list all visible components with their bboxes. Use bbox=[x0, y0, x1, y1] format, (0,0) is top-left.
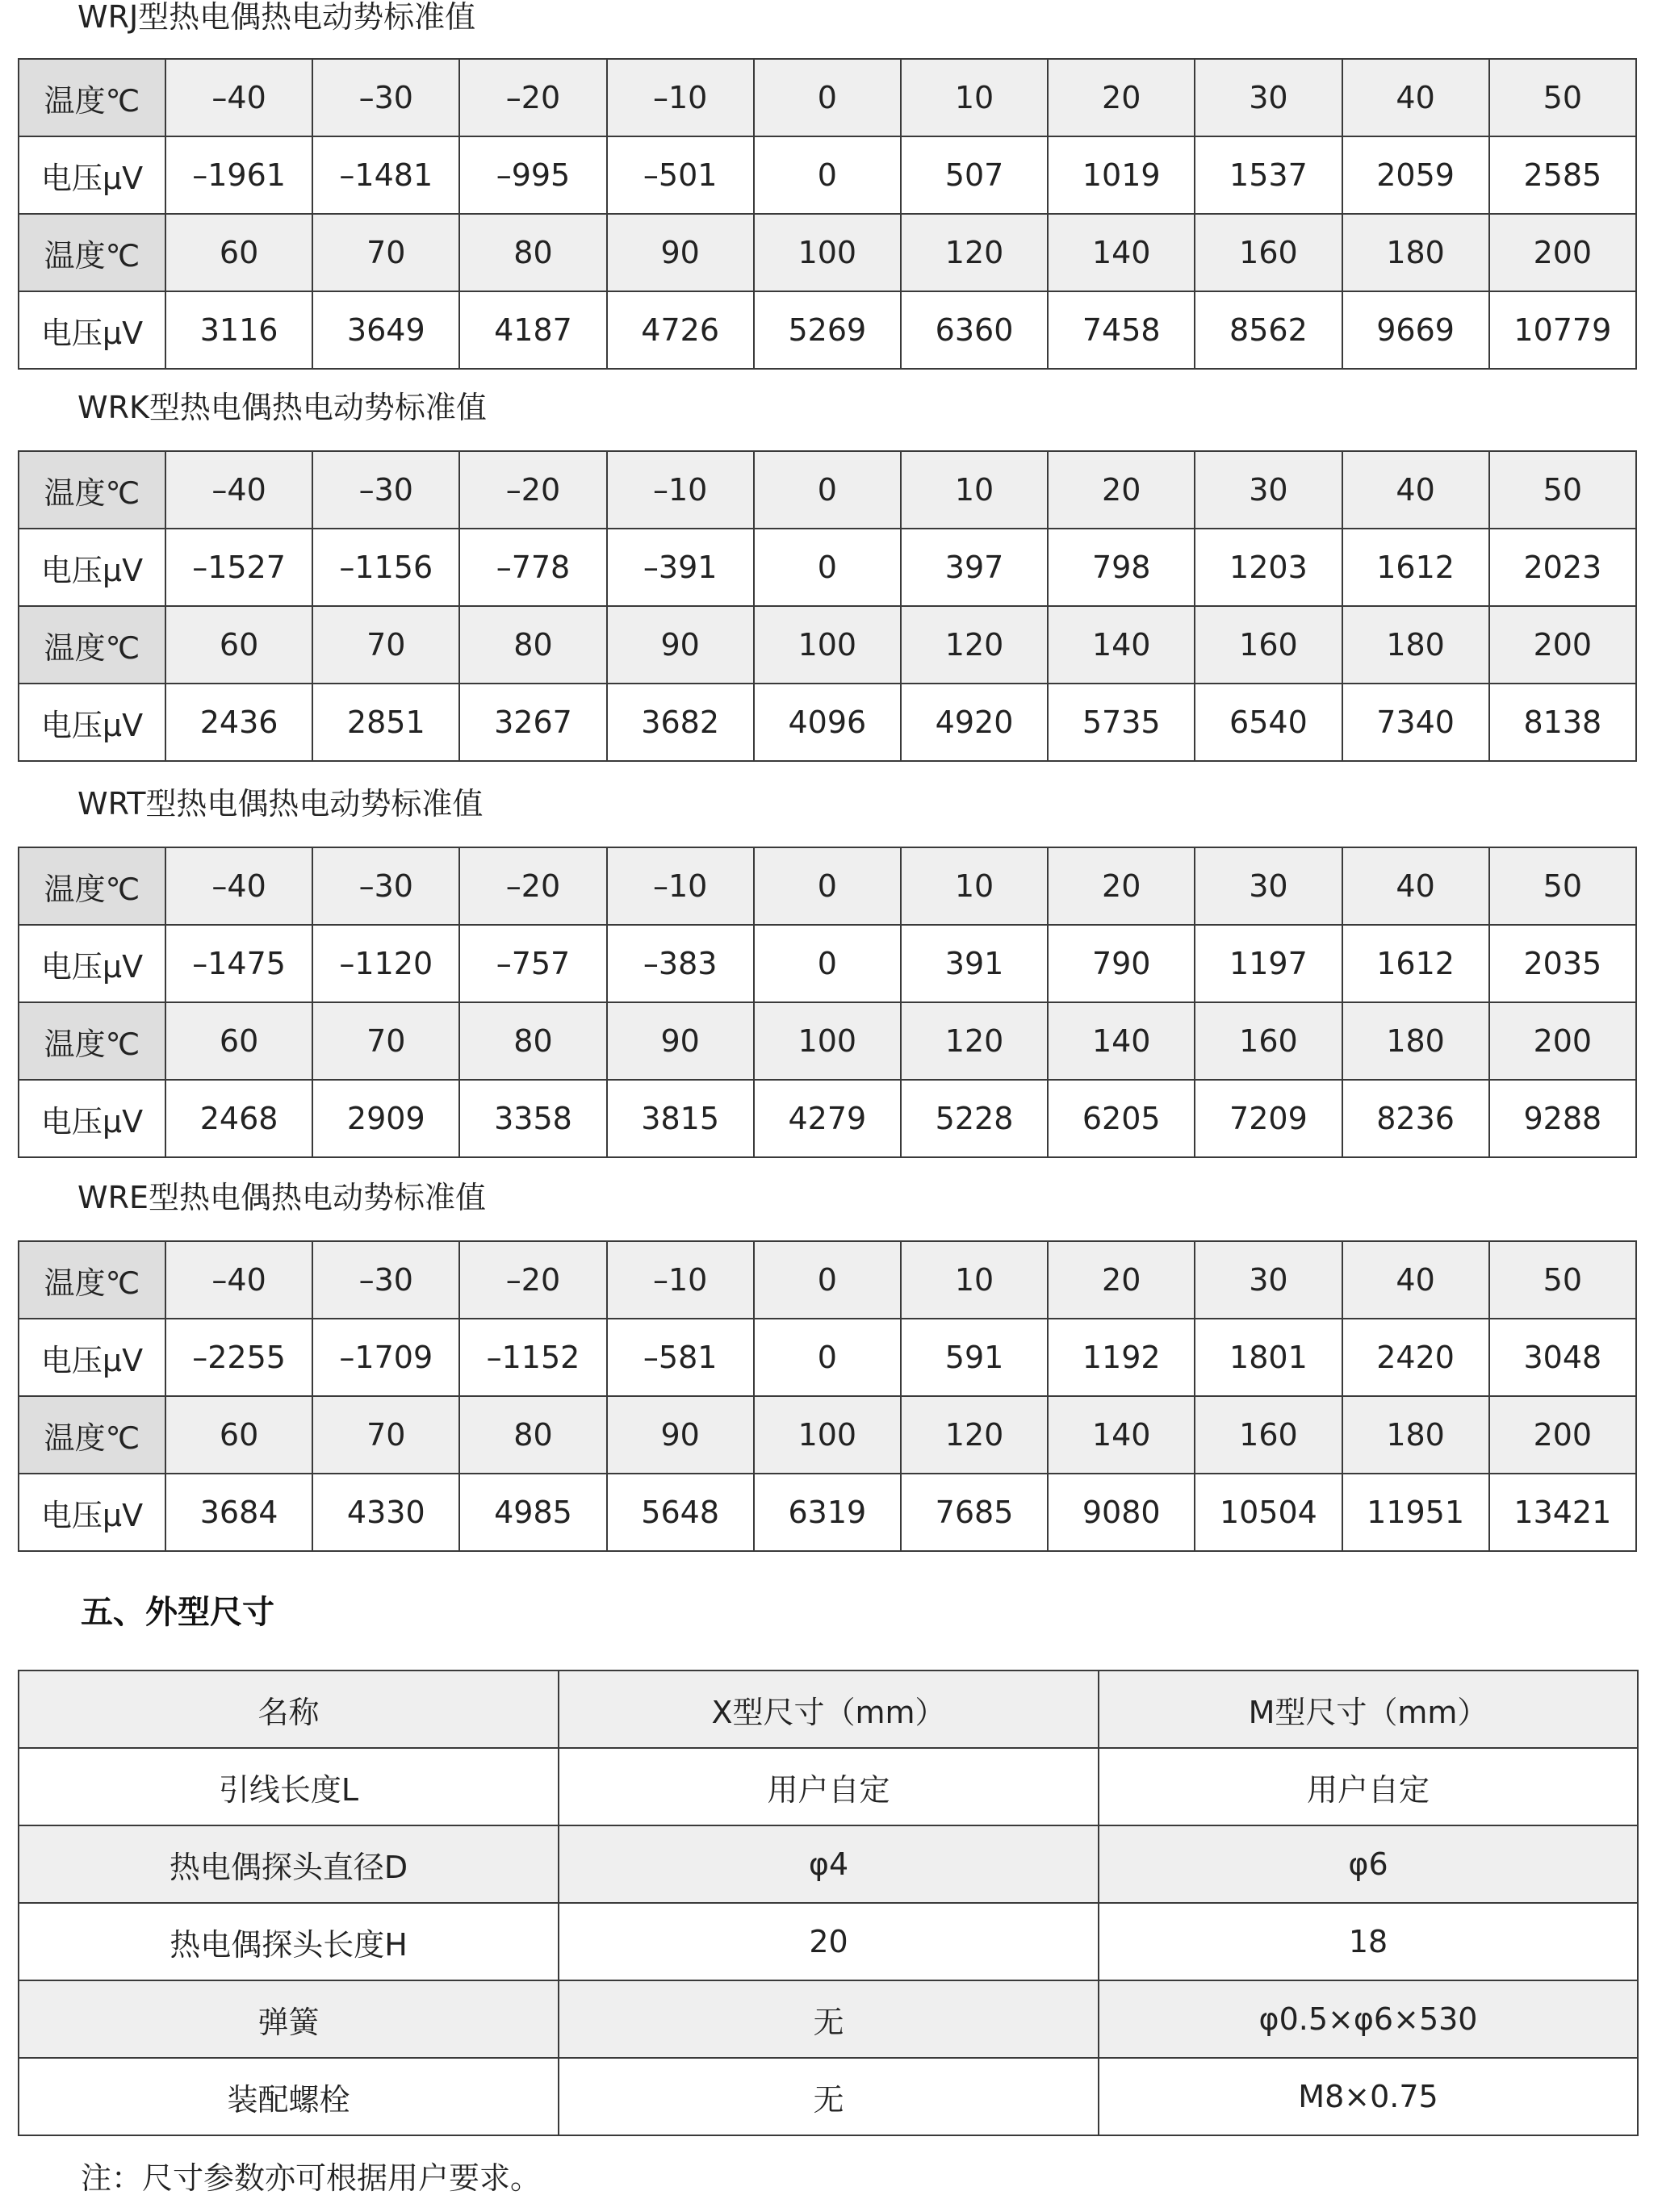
row-label: 电压μV bbox=[19, 291, 165, 369]
emf-table-wrk bbox=[18, 450, 1637, 762]
table-cell: 2035 bbox=[1489, 925, 1636, 1002]
table-cell: 2420 bbox=[1342, 1319, 1489, 1396]
table-cell: –40 bbox=[165, 847, 312, 925]
table-cell: 10 bbox=[901, 1241, 1048, 1319]
table-cell: 9669 bbox=[1342, 291, 1489, 369]
table-cell: –995 bbox=[459, 136, 606, 214]
row-label: 电压μV bbox=[19, 529, 165, 606]
table-cell: –1709 bbox=[312, 1319, 459, 1396]
table-cell: 0 bbox=[754, 451, 901, 529]
table-cell: –1156 bbox=[312, 529, 459, 606]
table-cell: –30 bbox=[312, 1241, 459, 1319]
table-cell: –1475 bbox=[165, 925, 312, 1002]
table-row bbox=[19, 1002, 1636, 1080]
table-cell: 60 bbox=[165, 214, 312, 291]
table-cell: 120 bbox=[901, 1002, 1048, 1080]
table-cell: 5228 bbox=[901, 1080, 1048, 1157]
emf-table-wrt bbox=[18, 847, 1637, 1158]
table-cell: 140 bbox=[1048, 1396, 1195, 1474]
table-cell: 70 bbox=[312, 1002, 459, 1080]
table-cell: 140 bbox=[1048, 1002, 1195, 1080]
table-cell: 160 bbox=[1195, 606, 1342, 684]
table-cell: 1197 bbox=[1195, 925, 1342, 1002]
table-cell: 80 bbox=[459, 1396, 606, 1474]
table-cell: 90 bbox=[607, 1002, 754, 1080]
table-cell: –20 bbox=[459, 59, 606, 136]
table-cell: 70 bbox=[312, 1396, 459, 1474]
table-row bbox=[19, 291, 1636, 369]
table-cell: 4726 bbox=[607, 291, 754, 369]
table-cell: 2436 bbox=[165, 684, 312, 761]
header-row bbox=[19, 1670, 1638, 1748]
table-cell: 弹簧 bbox=[19, 1980, 559, 2058]
table-cell: 50 bbox=[1489, 451, 1636, 529]
table-cell: 2909 bbox=[312, 1080, 459, 1157]
table-cell: 5648 bbox=[607, 1474, 754, 1551]
table-cell: 8562 bbox=[1195, 291, 1342, 369]
row-label: 温度℃ bbox=[19, 606, 165, 684]
table-cell: 60 bbox=[165, 1002, 312, 1080]
table-row bbox=[19, 59, 1636, 136]
dimensions-table bbox=[18, 1670, 1639, 2136]
table-cell: 80 bbox=[459, 1002, 606, 1080]
table-cell: 0 bbox=[754, 59, 901, 136]
table-cell: 3682 bbox=[607, 684, 754, 761]
emf-table-wre bbox=[18, 1240, 1637, 1552]
table-cell: 20 bbox=[1048, 847, 1195, 925]
table-cell: 20 bbox=[1048, 1241, 1195, 1319]
table-cell: 0 bbox=[754, 1241, 901, 1319]
table-cell: –391 bbox=[607, 529, 754, 606]
table-cell: 0 bbox=[754, 1319, 901, 1396]
table-cell: 5269 bbox=[754, 291, 901, 369]
table-cell: 591 bbox=[901, 1319, 1048, 1396]
table-cell: 70 bbox=[312, 214, 459, 291]
table-cell: 7458 bbox=[1048, 291, 1195, 369]
table-cell: 无 bbox=[559, 1980, 1099, 2058]
table-cell: φ4 bbox=[559, 1825, 1099, 1903]
table-cell: 热电偶探头直径D bbox=[19, 1825, 559, 1903]
table-cell: 热电偶探头长度H bbox=[19, 1903, 559, 1980]
table-cell: 3116 bbox=[165, 291, 312, 369]
table-cell: 4187 bbox=[459, 291, 606, 369]
table-row bbox=[19, 606, 1636, 684]
table-cell: 用户自定 bbox=[559, 1748, 1099, 1825]
table-row bbox=[19, 1474, 1636, 1551]
table-cell: –383 bbox=[607, 925, 754, 1002]
table-cell: 0 bbox=[754, 925, 901, 1002]
table-cell: 100 bbox=[754, 1002, 901, 1080]
table-cell: 6205 bbox=[1048, 1080, 1195, 1157]
table-cell: 9080 bbox=[1048, 1474, 1195, 1551]
row-label: 温度℃ bbox=[19, 847, 165, 925]
table-cell: 180 bbox=[1342, 606, 1489, 684]
table-cell: 3267 bbox=[459, 684, 606, 761]
table-cell: 3815 bbox=[607, 1080, 754, 1157]
table-cell: 8236 bbox=[1342, 1080, 1489, 1157]
table-cell: 30 bbox=[1195, 1241, 1342, 1319]
table-cell: 3048 bbox=[1489, 1319, 1636, 1396]
table-caption-wrj: WRJ型热电偶热电动势标准值 bbox=[77, 0, 476, 35]
table-cell: 507 bbox=[901, 136, 1048, 214]
table-cell: 30 bbox=[1195, 451, 1342, 529]
table-row bbox=[19, 136, 1636, 214]
table-cell: 790 bbox=[1048, 925, 1195, 1002]
table-cell: 120 bbox=[901, 606, 1048, 684]
table-cell: 200 bbox=[1489, 214, 1636, 291]
table-cell: 30 bbox=[1195, 59, 1342, 136]
table-row bbox=[19, 529, 1636, 606]
table-cell: 180 bbox=[1342, 214, 1489, 291]
table-cell: –40 bbox=[165, 59, 312, 136]
row-label: 温度℃ bbox=[19, 451, 165, 529]
table-cell: 100 bbox=[754, 606, 901, 684]
row-label: 电压μV bbox=[19, 1080, 165, 1157]
table-cell: –1527 bbox=[165, 529, 312, 606]
table-cell: 90 bbox=[607, 214, 754, 291]
table-cell: 10779 bbox=[1489, 291, 1636, 369]
table-cell: 2585 bbox=[1489, 136, 1636, 214]
table-row bbox=[19, 1396, 1636, 1474]
table-cell: 4985 bbox=[459, 1474, 606, 1551]
table-cell: 50 bbox=[1489, 1241, 1636, 1319]
table-row bbox=[19, 2058, 1638, 2135]
table-cell: 2468 bbox=[165, 1080, 312, 1157]
table-cell: 6360 bbox=[901, 291, 1048, 369]
table-row bbox=[19, 451, 1636, 529]
table-cell: 无 bbox=[559, 2058, 1099, 2135]
table-cell: 2023 bbox=[1489, 529, 1636, 606]
table-cell: 160 bbox=[1195, 1002, 1342, 1080]
table-cell: –20 bbox=[459, 1241, 606, 1319]
row-label: 温度℃ bbox=[19, 59, 165, 136]
column-header: X型尺寸（mm） bbox=[559, 1670, 1099, 1748]
table-cell: –20 bbox=[459, 451, 606, 529]
table-cell: 7685 bbox=[901, 1474, 1048, 1551]
table-cell: 10 bbox=[901, 847, 1048, 925]
table-row bbox=[19, 925, 1636, 1002]
table-cell: 10 bbox=[901, 451, 1048, 529]
table-cell: 200 bbox=[1489, 606, 1636, 684]
table-cell: 60 bbox=[165, 606, 312, 684]
table-cell: 4279 bbox=[754, 1080, 901, 1157]
table-cell: 2851 bbox=[312, 684, 459, 761]
table-cell: 140 bbox=[1048, 214, 1195, 291]
table-row bbox=[19, 214, 1636, 291]
table-cell: 9288 bbox=[1489, 1080, 1636, 1157]
table-cell: 10504 bbox=[1195, 1474, 1342, 1551]
table-cell: 798 bbox=[1048, 529, 1195, 606]
column-header: M型尺寸（mm） bbox=[1099, 1670, 1638, 1748]
row-label: 电压μV bbox=[19, 1474, 165, 1551]
table-cell: 0 bbox=[754, 136, 901, 214]
table-cell: 90 bbox=[607, 606, 754, 684]
row-label: 电压μV bbox=[19, 684, 165, 761]
table-cell: 引线长度L bbox=[19, 1748, 559, 1825]
table-cell: 20 bbox=[1048, 451, 1195, 529]
table-cell: 180 bbox=[1342, 1396, 1489, 1474]
row-label: 温度℃ bbox=[19, 1002, 165, 1080]
table-caption-wrt: WRT型热电偶热电动势标准值 bbox=[77, 786, 484, 822]
table-cell: 1537 bbox=[1195, 136, 1342, 214]
table-cell: 13421 bbox=[1489, 1474, 1636, 1551]
table-cell: 4096 bbox=[754, 684, 901, 761]
table-cell: –581 bbox=[607, 1319, 754, 1396]
table-cell: –30 bbox=[312, 59, 459, 136]
section-title-dimensions: 五、外型尺寸 bbox=[81, 1594, 274, 1631]
table-cell: 80 bbox=[459, 606, 606, 684]
table-cell: 4330 bbox=[312, 1474, 459, 1551]
table-cell: –40 bbox=[165, 451, 312, 529]
table-cell: –778 bbox=[459, 529, 606, 606]
row-label: 电压μV bbox=[19, 136, 165, 214]
table-cell: 7340 bbox=[1342, 684, 1489, 761]
table-cell: –10 bbox=[607, 59, 754, 136]
table-cell: 200 bbox=[1489, 1396, 1636, 1474]
table-row bbox=[19, 847, 1636, 925]
table-cell: 装配螺栓 bbox=[19, 2058, 559, 2135]
table-cell: φ0.5×φ6×530 bbox=[1099, 1980, 1638, 2058]
table-cell: 70 bbox=[312, 606, 459, 684]
table-cell: 80 bbox=[459, 214, 606, 291]
table-cell: 1612 bbox=[1342, 925, 1489, 1002]
table-cell: 90 bbox=[607, 1396, 754, 1474]
table-cell: –501 bbox=[607, 136, 754, 214]
table-caption-wrk: WRK型热电偶热电动势标准值 bbox=[77, 390, 487, 425]
table-cell: –2255 bbox=[165, 1319, 312, 1396]
table-cell: φ6 bbox=[1099, 1825, 1638, 1903]
table-cell: 397 bbox=[901, 529, 1048, 606]
table-cell: 200 bbox=[1489, 1002, 1636, 1080]
table-cell: 40 bbox=[1342, 1241, 1489, 1319]
table-cell: –1481 bbox=[312, 136, 459, 214]
table-cell: 0 bbox=[754, 529, 901, 606]
table-cell: 3684 bbox=[165, 1474, 312, 1551]
table-cell: 160 bbox=[1195, 214, 1342, 291]
table-cell: 60 bbox=[165, 1396, 312, 1474]
table-cell: –30 bbox=[312, 847, 459, 925]
table-cell: –10 bbox=[607, 847, 754, 925]
table-cell: 180 bbox=[1342, 1002, 1489, 1080]
table-row bbox=[19, 1080, 1636, 1157]
table-row bbox=[19, 1748, 1638, 1825]
table-cell: –10 bbox=[607, 1241, 754, 1319]
table-cell: 30 bbox=[1195, 847, 1342, 925]
table-row bbox=[19, 1903, 1638, 1980]
table-cell: 1203 bbox=[1195, 529, 1342, 606]
table-cell: 50 bbox=[1489, 847, 1636, 925]
table-cell: 120 bbox=[901, 214, 1048, 291]
table-cell: 160 bbox=[1195, 1396, 1342, 1474]
table-row bbox=[19, 1825, 1638, 1903]
table-cell: 100 bbox=[754, 1396, 901, 1474]
row-label: 温度℃ bbox=[19, 1396, 165, 1474]
table-cell: 40 bbox=[1342, 59, 1489, 136]
table-cell: 2059 bbox=[1342, 136, 1489, 214]
row-label: 电压μV bbox=[19, 1319, 165, 1396]
table-cell: 120 bbox=[901, 1396, 1048, 1474]
table-row bbox=[19, 1319, 1636, 1396]
column-header: 名称 bbox=[19, 1670, 559, 1748]
table-cell: 50 bbox=[1489, 59, 1636, 136]
table-cell: –30 bbox=[312, 451, 459, 529]
row-label: 温度℃ bbox=[19, 214, 165, 291]
table-row bbox=[19, 684, 1636, 761]
table-cell: 40 bbox=[1342, 847, 1489, 925]
table-cell: 0 bbox=[754, 847, 901, 925]
table-row bbox=[19, 1241, 1636, 1319]
table-cell: 6319 bbox=[754, 1474, 901, 1551]
table-cell: 1192 bbox=[1048, 1319, 1195, 1396]
table-cell: M8×0.75 bbox=[1099, 2058, 1638, 2135]
table-cell: –1152 bbox=[459, 1319, 606, 1396]
table-cell: 11951 bbox=[1342, 1474, 1489, 1551]
table-cell: 3649 bbox=[312, 291, 459, 369]
table-cell: 5735 bbox=[1048, 684, 1195, 761]
table-cell: –10 bbox=[607, 451, 754, 529]
table-row bbox=[19, 1980, 1638, 2058]
table-cell: 4920 bbox=[901, 684, 1048, 761]
table-cell: –20 bbox=[459, 847, 606, 925]
table-cell: 40 bbox=[1342, 451, 1489, 529]
table-cell: 1801 bbox=[1195, 1319, 1342, 1396]
table-cell: 3358 bbox=[459, 1080, 606, 1157]
row-label: 电压μV bbox=[19, 925, 165, 1002]
table-cell: 140 bbox=[1048, 606, 1195, 684]
table-cell: 10 bbox=[901, 59, 1048, 136]
table-cell: 20 bbox=[559, 1903, 1099, 1980]
table-cell: –40 bbox=[165, 1241, 312, 1319]
table-cell: –757 bbox=[459, 925, 606, 1002]
table-cell: 6540 bbox=[1195, 684, 1342, 761]
table-cell: 20 bbox=[1048, 59, 1195, 136]
emf-table-wrj bbox=[18, 58, 1637, 370]
table-cell: 100 bbox=[754, 214, 901, 291]
table-cell: –1961 bbox=[165, 136, 312, 214]
table-cell: –1120 bbox=[312, 925, 459, 1002]
table-cell: 18 bbox=[1099, 1903, 1638, 1980]
table-cell: 7209 bbox=[1195, 1080, 1342, 1157]
table-cell: 1019 bbox=[1048, 136, 1195, 214]
table-cell: 391 bbox=[901, 925, 1048, 1002]
table-caption-wre: WRE型热电偶热电动势标准值 bbox=[77, 1180, 486, 1215]
row-label: 温度℃ bbox=[19, 1241, 165, 1319]
table-cell: 1612 bbox=[1342, 529, 1489, 606]
dimensions-note: 注：尺寸参数亦可根据用户要求。 bbox=[81, 2160, 542, 2196]
table-cell: 8138 bbox=[1489, 684, 1636, 761]
table-cell: 用户自定 bbox=[1099, 1748, 1638, 1825]
